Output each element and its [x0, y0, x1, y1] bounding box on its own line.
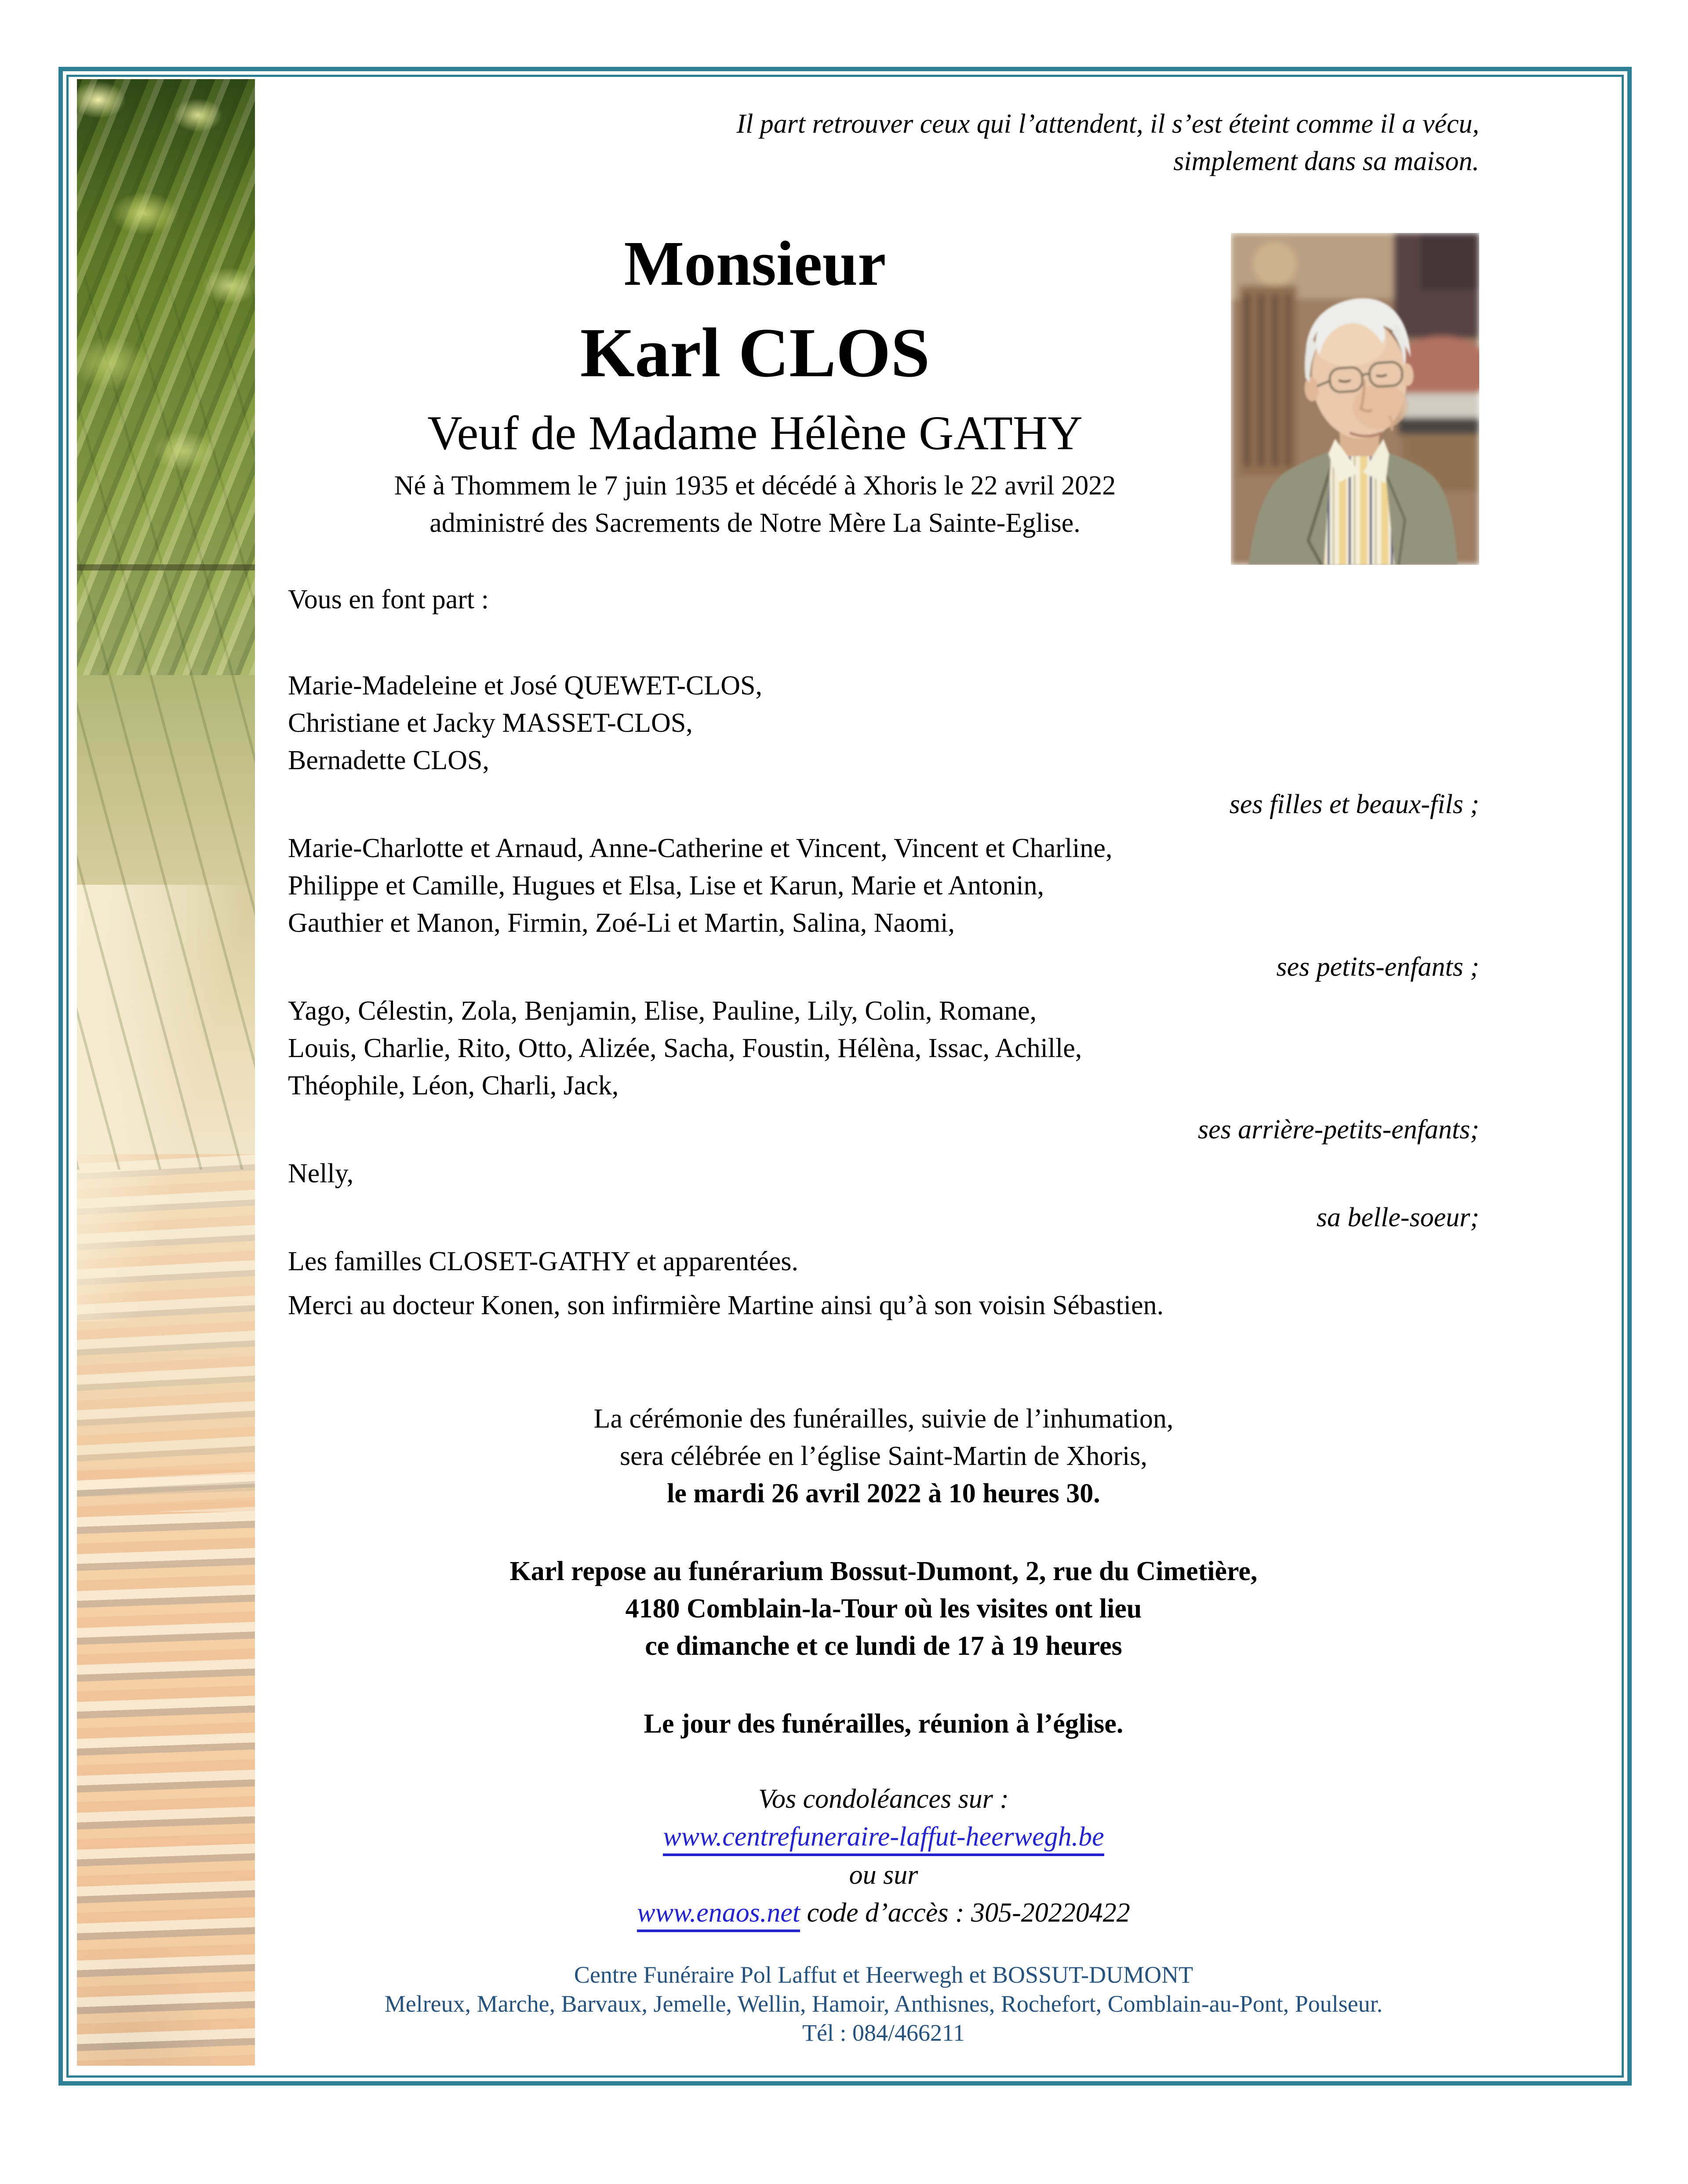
grandchildren-line: Philippe et Camille, Hugues et Elsa, Lise et Karun, Marie et Antonin, — [288, 871, 1044, 901]
great-grandchildren-line: Théophile, Léon, Charli, Jack, — [288, 1071, 619, 1101]
daughter-line: Christiane et Jacky MASSET-CLOS, — [288, 708, 693, 738]
condolences-info — [288, 1780, 1479, 1932]
condolences-link-1[interactable]: www.centrefuneraire-laffut-heerwegh.be — [663, 1822, 1104, 1856]
repose-line-3: ce dimanche et ce lundi de 17 à 19 heures — [645, 1631, 1122, 1661]
families-line: Les familles CLOSET-GATHY et apparentées. — [288, 1246, 799, 1276]
ceremony-line-2: sera célébrée en l’église Saint-Martin de Xhoris, — [620, 1441, 1147, 1471]
opening-quote-line-1: Il part retrouver ceux qui l’attendent, il s’est éteint comme il a vécu, — [736, 109, 1479, 139]
deceased-subtitle: Veuf de Madame Hélène GATHY — [427, 406, 1083, 460]
birth-death-line: Né à Thommem le 7 juin 1935 et décédé à Xhoris le 22 avril 2022 — [394, 471, 1116, 501]
reunion-line: Le jour des funérailles, réunion à l’église. — [644, 1709, 1124, 1739]
funeral-home-locations: Melreux, Marche, Barvaux, Jemelle, Wellin, Hamoir, Anthisnes, Rochefort, Comblain-au-Pont, Poulseur. — [384, 1991, 1383, 2017]
condolences-access-line — [288, 1894, 1479, 1932]
deceased-name: Karl CLOS — [580, 313, 930, 392]
condolences-intro: Vos condoléances sur : — [758, 1784, 1009, 1814]
opening-quote — [288, 105, 1479, 180]
ceremony-date-line: le mardi 26 avril 2022 à 10 heures 30. — [667, 1479, 1100, 1508]
funeral-home-name: Centre Funéraire Pol Laffut et Heerwegh et BOSSUT-DUMONT — [574, 1962, 1193, 1988]
funeral-home-phone: Tél : 084/466211 — [802, 2020, 965, 2046]
ceremony-info — [288, 1400, 1479, 1512]
card-text-column — [288, 0, 1479, 2184]
daughters-label: ses filles et beaux-fils ; — [1229, 789, 1479, 819]
great-grandchildren-line: Yago, Célestin, Zola, Benjamin, Elise, Pauline, Lily, Colin, Romane, — [288, 996, 1037, 1026]
deceased-header — [288, 222, 1222, 466]
funeral-home-footer — [288, 1960, 1479, 2047]
birth-death-info — [288, 467, 1222, 542]
ceremony-line-1: La cérémonie des funérailles, suivie de l’inhumation, — [593, 1404, 1174, 1434]
opening-quote-line-2: simplement dans sa maison. — [1173, 146, 1479, 176]
family-list — [288, 667, 1479, 1280]
great-grandchildren-label: ses arrière-petits-enfants; — [1198, 1115, 1479, 1145]
grandchildren-line: Marie-Charlotte et Arnaud, Anne-Catherine et Vincent, Vincent et Charline, — [288, 833, 1113, 863]
access-code-text: code d’accès : 305-20220422 — [800, 1898, 1130, 1928]
forest-path-image — [77, 79, 255, 2066]
grandchildren-label: ses petits-enfants ; — [1276, 952, 1479, 982]
daughter-line: Bernadette CLOS, — [288, 745, 490, 775]
condolences-or-text: ou sur — [849, 1860, 918, 1890]
announcement-intro: Vous en font part : — [288, 585, 489, 614]
thanks-line: Merci au docteur Konen, son infirmière Martine ainsi qu’à son voisin Sébastien. — [288, 1290, 1164, 1320]
daughter-line: Marie-Madeleine et José QUEWET-CLOS, — [288, 671, 762, 701]
repose-line-2: 4180 Comblain-la-Tour où les visites ont lieu — [625, 1594, 1142, 1624]
sacraments-line: administré des Sacrements de Notre Mère La Sainte-Eglise. — [429, 508, 1080, 538]
sister-in-law-label: sa belle-soeur; — [1316, 1203, 1479, 1232]
condolences-link-2[interactable]: www.enaos.net — [637, 1898, 800, 1932]
grandchildren-line: Gauthier et Manon, Firmin, Zoé-Li et Martin, Salina, Naomi, — [288, 908, 955, 938]
deceased-title: Monsieur — [624, 229, 886, 299]
repose-line-1: Karl repose au funérarium Bossut-Dumont, 2, rue du Cimetière, — [509, 1556, 1258, 1586]
sister-in-law-line: Nelly, — [288, 1159, 354, 1188]
great-grandchildren-line: Louis, Charlie, Rito, Otto, Alizée, Sacha, Foustin, Hélèna, Issac, Achille, — [288, 1033, 1082, 1063]
repose-info — [288, 1553, 1479, 1665]
